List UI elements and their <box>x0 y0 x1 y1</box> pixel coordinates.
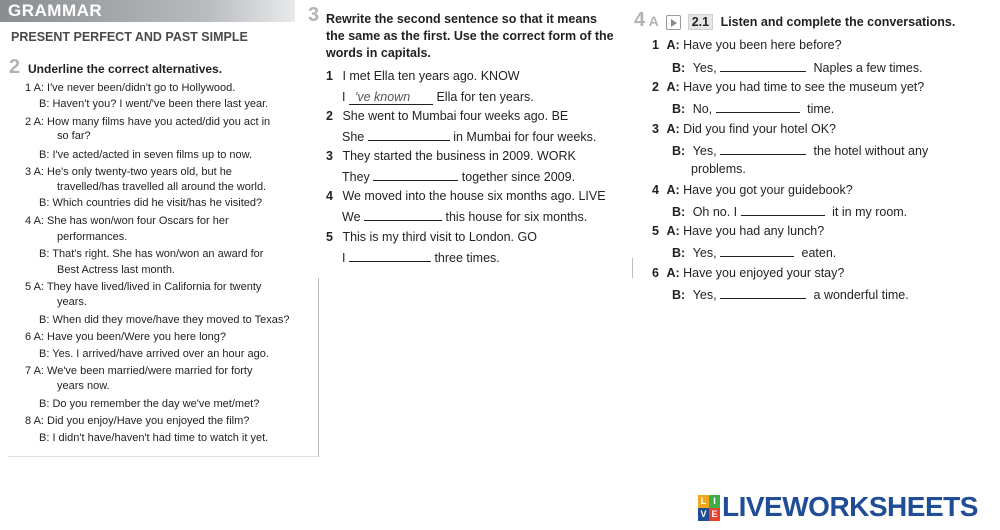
ex3-item-4-answer-line: We this house for six months. <box>342 210 588 224</box>
section-subtitle: PRESENT PERFECT AND PAST SIMPLE <box>11 30 248 44</box>
ex2-line: B: I've acted/acted in seven films up to now. <box>39 149 253 161</box>
exercise-3-instruction: Rewrite the second sentence so that it means <box>326 12 597 26</box>
ex2-line: 8 A: Did you enjoy/Have you enjoyed the film? <box>25 415 250 427</box>
ex2-line: Best Actress last month. <box>57 264 175 276</box>
ex3-item-5-answer-line: I three times. <box>342 251 500 265</box>
ex2-line: 3 A: He's only twenty-two years old, but he <box>25 166 232 178</box>
ex2-line: so far? <box>57 130 91 142</box>
ex2-line: 7 A: We've been married/were married for forty <box>25 365 253 377</box>
ex2-line: B: I didn't have/haven't had time to watch it yet. <box>39 432 269 444</box>
ex2-line: 5 A: They have lived/lived in California for twenty <box>25 281 262 293</box>
ex4-item-3-b-cont: problems. <box>691 162 746 176</box>
exercise-3-number: 3 <box>308 4 320 26</box>
ex4-answer-1-input[interactable] <box>720 60 806 72</box>
exercise-2-instruction: Underline the correct alternatives. <box>28 62 223 76</box>
ex2-line: 4 A: She has won/won four Oscars for her <box>25 215 229 227</box>
ex4-answer-2-input[interactable] <box>716 101 800 113</box>
logo-grid-icon: L I V E <box>698 495 720 521</box>
ex4-item-6-a: 6 A: Have you enjoyed your stay? <box>652 266 845 280</box>
ex3-item-2-answer-line: She in Mumbai for four weeks. <box>342 130 597 144</box>
ex4-item-1-b: B: Yes, Naples a few times. <box>672 61 923 75</box>
play-icon[interactable] <box>666 15 681 30</box>
exercise-4-instruction: Listen and complete the conversations. <box>720 15 956 29</box>
ex2-line: performances. <box>57 231 128 243</box>
ex3-answer-1-input[interactable]: 've known <box>349 90 433 105</box>
ex2-line: 1 A: I've never been/didn't go to Hollywood. <box>25 82 236 94</box>
ex2-line: years. <box>57 296 87 308</box>
ex2-line: travelled/has travelled all around the world. <box>57 181 267 193</box>
ex3-item-3-answer-line: They together since 2009. <box>342 170 576 184</box>
ex3-item-1-answer-line: I 've known Ella for ten years. <box>342 90 534 104</box>
ex3-item-3-prompt: 3 They started the business in 2009. WORK <box>326 149 576 163</box>
ex4-item-5-a: 5 A: Have you had any lunch? <box>652 224 825 238</box>
ex4-item-5-b: B: Yes, eaten. <box>672 246 837 260</box>
ex2-line: years now. <box>57 380 110 392</box>
ex3-answer-5-input[interactable] <box>349 250 431 262</box>
exercise-4-heading: 4 A 2.1 Listen and complete the conversations. <box>634 9 956 31</box>
ex4-item-6-b: B: Yes, a wonderful time. <box>672 288 909 302</box>
ex3-item-5-prompt: 5 This is my third visit to London. GO <box>326 230 537 244</box>
exercise-3-instruction: words in capitals. <box>326 46 431 60</box>
ex2-line: B: Which countries did he visit/has he visited? <box>39 197 263 209</box>
ex3-answer-4-input[interactable] <box>364 209 442 221</box>
ex4-item-2-b: B: No, time. <box>672 102 835 116</box>
audio-track-number: 2.1 <box>688 14 713 30</box>
ex2-line: B: Haven't you? I went/'ve been there last year. <box>39 98 269 110</box>
ex2-line: 6 A: Have you been/Were you here long? <box>25 331 226 343</box>
grammar-title: GRAMMAR <box>8 1 103 20</box>
ex3-answer-2-input[interactable] <box>368 129 450 141</box>
ex4-answer-6-input[interactable] <box>720 287 806 299</box>
ex4-item-4-a: 4 A: Have you got your guidebook? <box>652 183 853 197</box>
ex4-answer-4-input[interactable] <box>741 204 825 216</box>
ex2-line: B: That's right. She has won/won an award for <box>39 248 264 260</box>
ex4-item-2-a: 2 A: Have you had time to see the museum yet? <box>652 80 925 94</box>
ex2-line: 2 A: How many films have you acted/did you act in <box>25 116 271 128</box>
ex3-item-1-prompt: 1 I met Ella ten years ago. KNOW <box>326 69 520 83</box>
ex4-answer-3-input[interactable] <box>720 143 806 155</box>
ex4-answer-5-input[interactable] <box>720 245 794 257</box>
exercise-2-number: 2 <box>9 56 21 78</box>
ex3-item-2-prompt: 2 She went to Mumbai four weeks ago. BE <box>326 109 569 123</box>
column-divider <box>318 278 319 456</box>
ex4-item-1-a: 1 A: Have you been here before? <box>652 38 842 52</box>
ex3-answer-3-input[interactable] <box>373 169 458 181</box>
ex4-item-4-b: B: Oh no. I it in my room. <box>672 205 908 219</box>
section-divider <box>8 456 320 457</box>
ex3-item-4-prompt: 4 We moved into the house six months ago. LIVE <box>326 189 606 203</box>
ex2-line: B: When did they move/have they moved to Texas? <box>39 314 290 326</box>
ex2-line: B: Do you remember the day we've met/met? <box>39 398 260 410</box>
ex4-item-3-a: 3 A: Did you find your hotel OK? <box>652 122 836 136</box>
column-divider <box>632 258 633 278</box>
grammar-header-bar <box>0 0 295 22</box>
logo-text: LIVEWORKSHEETS <box>722 491 978 522</box>
exercise-3-instruction: the same as the first. Use the correct form of the <box>326 29 614 43</box>
ex2-line: B: Yes. I arrived/have arrived over an hour ago. <box>39 348 269 360</box>
ex4-item-3-b: B: Yes, the hotel without any <box>672 144 929 158</box>
